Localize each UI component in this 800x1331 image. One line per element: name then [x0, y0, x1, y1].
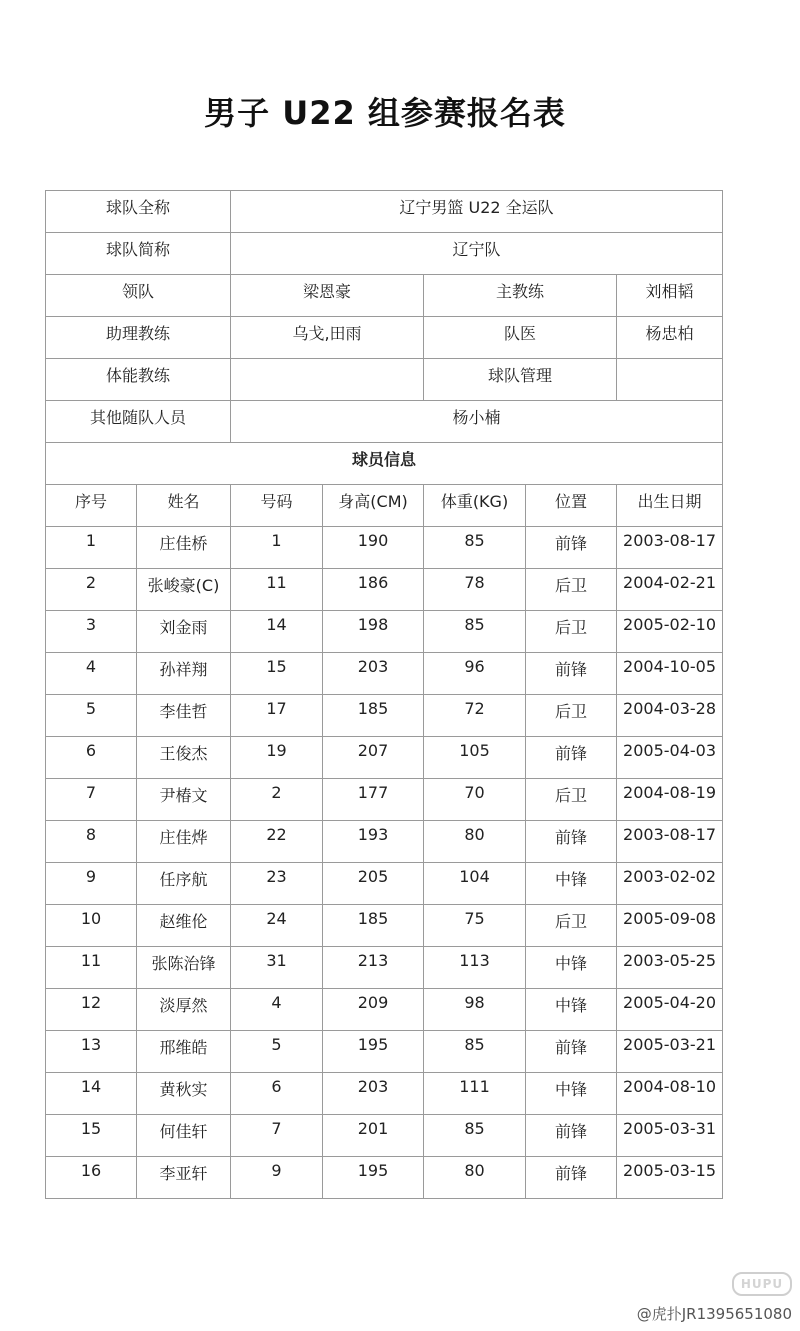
column-header: 号码 [231, 485, 323, 527]
jersey-number: 5 [231, 1031, 323, 1073]
team-short-name-label: 球队简称 [46, 233, 231, 275]
fitness-value [231, 359, 424, 401]
team-short-name-value: 辽宁队 [231, 233, 723, 275]
player-birthdate: 2004-02-21 [617, 569, 723, 611]
player-birthdate: 2005-02-10 [617, 611, 723, 653]
player-weight: 85 [424, 611, 526, 653]
others-value: 杨小楠 [231, 401, 723, 443]
player-number: 4 [46, 653, 137, 695]
player-height: 205 [323, 863, 424, 905]
player-position: 中锋 [526, 1073, 617, 1115]
player-height: 185 [323, 905, 424, 947]
player-height: 201 [323, 1115, 424, 1157]
column-header: 出生日期 [617, 485, 723, 527]
player-height: 195 [323, 1031, 424, 1073]
player-row [46, 1031, 723, 1073]
column-header: 身高(CM) [323, 485, 424, 527]
assistant-row [46, 317, 723, 359]
player-name: 邢维皓 [137, 1031, 231, 1073]
player-row [46, 863, 723, 905]
jersey-number: 4 [231, 989, 323, 1031]
player-weight: 85 [424, 527, 526, 569]
player-number: 15 [46, 1115, 137, 1157]
team-full-name-label: 球队全称 [46, 191, 231, 233]
player-weight: 80 [424, 1157, 526, 1199]
player-row [46, 1115, 723, 1157]
player-birthdate: 2005-03-31 [617, 1115, 723, 1157]
jersey-number: 24 [231, 905, 323, 947]
player-weight: 105 [424, 737, 526, 779]
jersey-number: 22 [231, 821, 323, 863]
player-name: 淡厚然 [137, 989, 231, 1031]
watermark-text: @虎扑JR1395651080 [636, 1305, 792, 1323]
player-row [46, 527, 723, 569]
player-row [46, 653, 723, 695]
player-number: 13 [46, 1031, 137, 1073]
player-birthdate: 2003-05-25 [617, 947, 723, 989]
assistant-value: 乌戈,田雨 [231, 317, 424, 359]
player-number: 11 [46, 947, 137, 989]
player-number: 10 [46, 905, 137, 947]
leader-row [46, 275, 723, 317]
leader-label: 领队 [46, 275, 231, 317]
jersey-number: 2 [231, 779, 323, 821]
player-position: 前锋 [526, 1157, 617, 1199]
player-name: 李佳哲 [137, 695, 231, 737]
head-coach-value: 刘相韬 [617, 275, 723, 317]
player-height: 209 [323, 989, 424, 1031]
player-name: 张陈治锋 [137, 947, 231, 989]
player-position: 前锋 [526, 737, 617, 779]
player-weight: 96 [424, 653, 526, 695]
player-birthdate: 2003-02-02 [617, 863, 723, 905]
player-weight: 85 [424, 1115, 526, 1157]
jersey-number: 14 [231, 611, 323, 653]
player-name: 尹椿文 [137, 779, 231, 821]
assistant-label: 助理教练 [46, 317, 231, 359]
player-row [46, 569, 723, 611]
player-name: 李亚轩 [137, 1157, 231, 1199]
jersey-number: 11 [231, 569, 323, 611]
player-weight: 75 [424, 905, 526, 947]
manager-value [617, 359, 723, 401]
player-number: 2 [46, 569, 137, 611]
player-name: 任序航 [137, 863, 231, 905]
player-name: 庄佳桥 [137, 527, 231, 569]
player-position: 后卫 [526, 611, 617, 653]
player-row [46, 779, 723, 821]
player-birthdate: 2004-08-19 [617, 779, 723, 821]
player-name: 庄佳烨 [137, 821, 231, 863]
player-birthdate: 2005-04-03 [617, 737, 723, 779]
player-row [46, 1157, 723, 1199]
player-list [46, 527, 723, 1199]
jersey-number: 9 [231, 1157, 323, 1199]
player-height: 190 [323, 527, 424, 569]
player-position: 前锋 [526, 527, 617, 569]
player-height: 177 [323, 779, 424, 821]
head-coach-label: 主教练 [424, 275, 617, 317]
team-full-name-value: 辽宁男篮 U22 全运队 [231, 191, 723, 233]
jersey-number: 17 [231, 695, 323, 737]
player-position: 中锋 [526, 989, 617, 1031]
jersey-number: 1 [231, 527, 323, 569]
player-row [46, 905, 723, 947]
player-height: 195 [323, 1157, 424, 1199]
player-row [46, 821, 723, 863]
player-height: 186 [323, 569, 424, 611]
player-birthdate: 2005-03-21 [617, 1031, 723, 1073]
player-birthdate: 2003-08-17 [617, 821, 723, 863]
player-position: 中锋 [526, 863, 617, 905]
player-height: 207 [323, 737, 424, 779]
player-name: 王俊杰 [137, 737, 231, 779]
player-number: 1 [46, 527, 137, 569]
jersey-number: 19 [231, 737, 323, 779]
team-full-name-row [46, 191, 723, 233]
page-title: 男子 U22 组参赛报名表 [204, 94, 566, 132]
player-row [46, 1073, 723, 1115]
jersey-number: 15 [231, 653, 323, 695]
player-number: 8 [46, 821, 137, 863]
player-height: 213 [323, 947, 424, 989]
jersey-number: 6 [231, 1073, 323, 1115]
player-name: 赵维伦 [137, 905, 231, 947]
jersey-number: 7 [231, 1115, 323, 1157]
player-weight: 78 [424, 569, 526, 611]
player-birthdate: 2003-08-17 [617, 527, 723, 569]
player-height: 193 [323, 821, 424, 863]
player-birthdate: 2005-04-20 [617, 989, 723, 1031]
player-row [46, 989, 723, 1031]
player-position: 中锋 [526, 947, 617, 989]
player-row [46, 737, 723, 779]
section-row [46, 443, 723, 485]
doctor-value: 杨忠柏 [617, 317, 723, 359]
player-position: 后卫 [526, 695, 617, 737]
player-position: 前锋 [526, 1031, 617, 1073]
jersey-number: 23 [231, 863, 323, 905]
player-name: 刘金雨 [137, 611, 231, 653]
manager-label: 球队管理 [424, 359, 617, 401]
section-title: 球员信息 [46, 443, 723, 485]
player-birthdate: 2004-03-28 [617, 695, 723, 737]
player-number: 9 [46, 863, 137, 905]
player-birthdate: 2004-08-10 [617, 1073, 723, 1115]
player-height: 198 [323, 611, 424, 653]
player-position: 前锋 [526, 653, 617, 695]
jersey-number: 31 [231, 947, 323, 989]
player-name: 何佳轩 [137, 1115, 231, 1157]
fitness-label: 体能教练 [46, 359, 231, 401]
player-row [46, 695, 723, 737]
player-weight: 111 [424, 1073, 526, 1115]
column-header: 序号 [46, 485, 137, 527]
player-name: 黄秋实 [137, 1073, 231, 1115]
column-header: 位置 [526, 485, 617, 527]
player-row [46, 611, 723, 653]
column-header-row [46, 485, 723, 527]
player-number: 3 [46, 611, 137, 653]
player-number: 7 [46, 779, 137, 821]
player-weight: 70 [424, 779, 526, 821]
player-height: 185 [323, 695, 424, 737]
leader-value: 梁恩豪 [231, 275, 424, 317]
player-number: 6 [46, 737, 137, 779]
player-number: 12 [46, 989, 137, 1031]
player-height: 203 [323, 653, 424, 695]
others-label: 其他随队人员 [46, 401, 231, 443]
player-weight: 72 [424, 695, 526, 737]
player-name: 孙祥翔 [137, 653, 231, 695]
player-height: 203 [323, 1073, 424, 1115]
player-weight: 85 [424, 1031, 526, 1073]
player-number: 14 [46, 1073, 137, 1115]
player-position: 前锋 [526, 1115, 617, 1157]
others-row [46, 401, 723, 443]
hupu-logo: HUPU [732, 1272, 792, 1296]
column-header: 体重(KG) [424, 485, 526, 527]
player-weight: 104 [424, 863, 526, 905]
player-position: 后卫 [526, 779, 617, 821]
player-position: 后卫 [526, 569, 617, 611]
player-number: 16 [46, 1157, 137, 1199]
player-birthdate: 2005-09-08 [617, 905, 723, 947]
doctor-label: 队医 [424, 317, 617, 359]
player-number: 5 [46, 695, 137, 737]
fitness-row [46, 359, 723, 401]
column-header: 姓名 [137, 485, 231, 527]
player-weight: 80 [424, 821, 526, 863]
player-position: 后卫 [526, 905, 617, 947]
player-name: 张峻豪(C) [137, 569, 231, 611]
player-position: 前锋 [526, 821, 617, 863]
player-weight: 98 [424, 989, 526, 1031]
player-row [46, 947, 723, 989]
registration-table [45, 190, 723, 1199]
team-short-name-row [46, 233, 723, 275]
player-birthdate: 2005-03-15 [617, 1157, 723, 1199]
player-weight: 113 [424, 947, 526, 989]
player-birthdate: 2004-10-05 [617, 653, 723, 695]
